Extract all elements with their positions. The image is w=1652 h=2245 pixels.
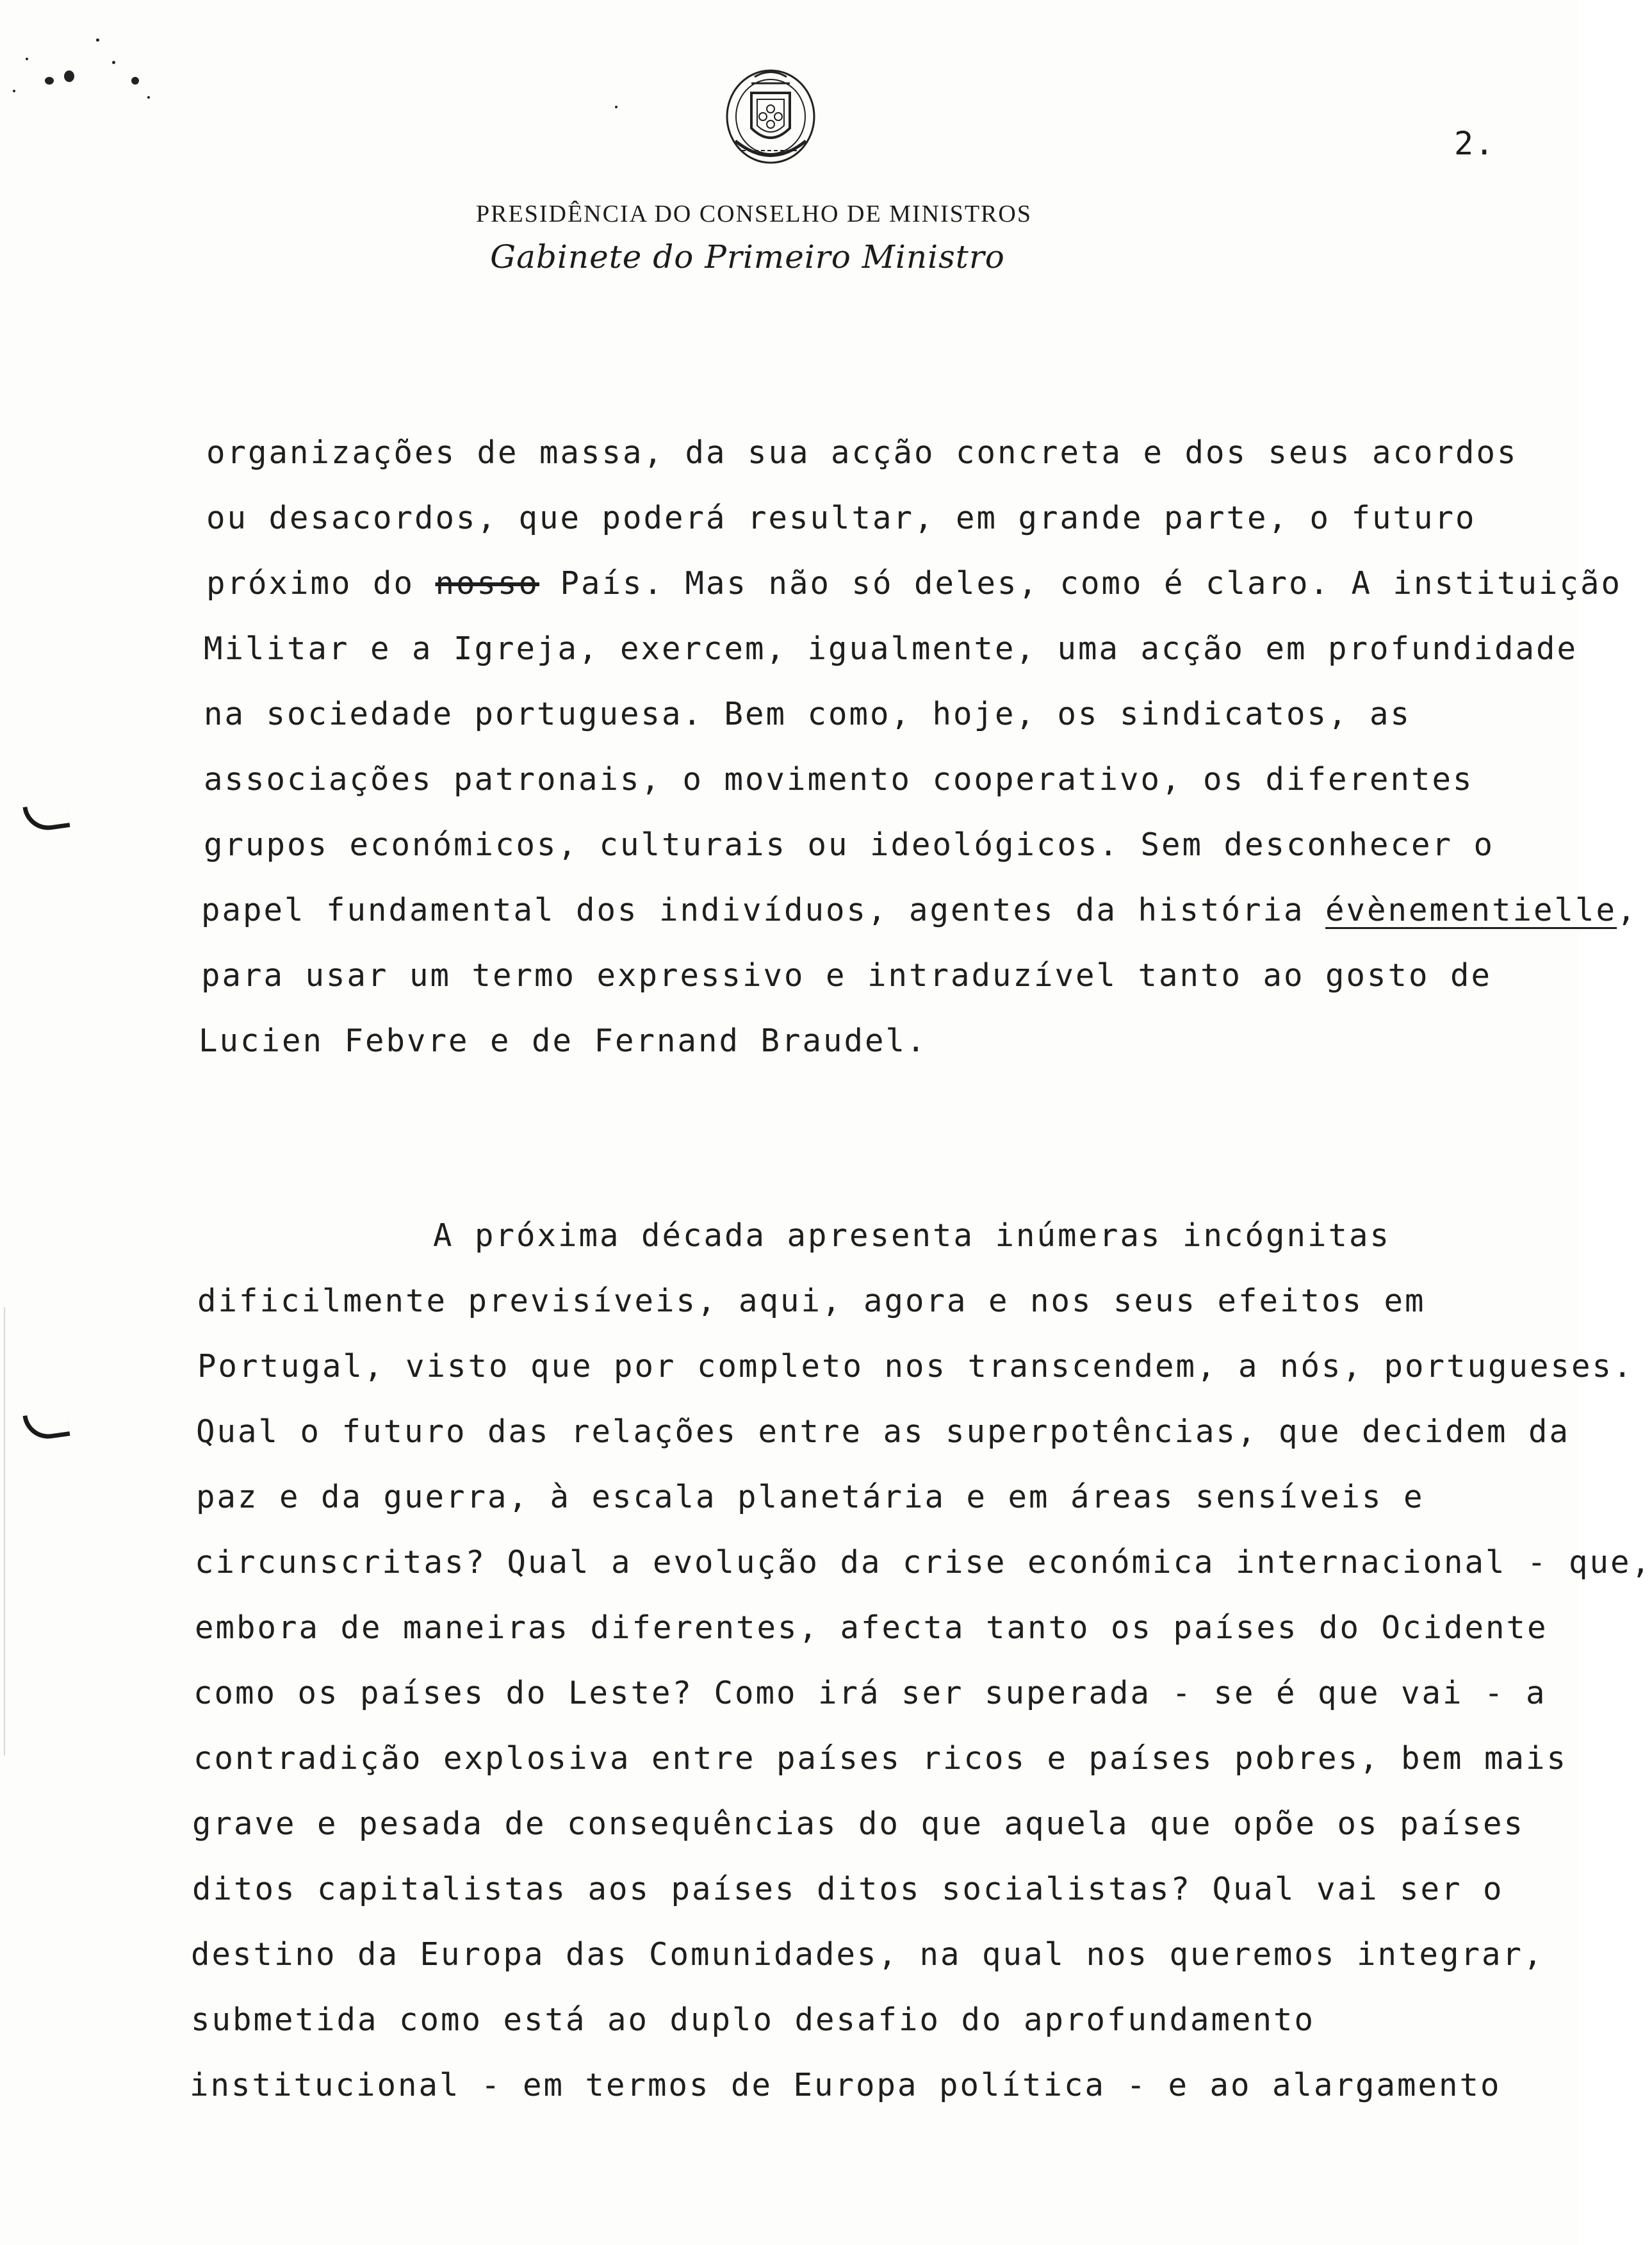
- text-line: A próxima década apresenta inúmeras incógnitas: [433, 1217, 1391, 1254]
- text-line: Lucien Febvre e de Fernand Braudel.: [199, 1023, 928, 1059]
- text-line: ditos capitalistas aos países ditos socialistas? Qual vai ser o: [192, 1871, 1504, 1907]
- scan-speck: [13, 90, 15, 92]
- scan-speck: [64, 70, 74, 82]
- organization-name: PRESIDÊNCIA DO CONSELHO DE MINISTROS: [476, 201, 1032, 227]
- text-line: organizações de massa, da sua acção concreta e dos seus acordos: [206, 434, 1518, 471]
- text-line: embora de maneiras diferentes, afecta tanto os países do Ocidente: [195, 1609, 1548, 1646]
- text-line: grave e pesada de consequências do que aquela que opõe os países: [192, 1805, 1525, 1842]
- text-line: Portugal, visto que por completo nos transcendem, a nós, portugueses.: [197, 1348, 1634, 1385]
- text-line: destino da Europa das Comunidades, na qual nos queremos integrar,: [191, 1936, 1544, 1973]
- scan-speck: [26, 58, 28, 60]
- text-segment: próximo do: [206, 565, 436, 602]
- text-line: [206, 565, 1622, 602]
- text-line: para usar um termo expressivo e intraduzível tanto ao gosto de: [201, 957, 1493, 994]
- text-segment: País. Mas não só deles, como é claro. A instituição: [539, 565, 1623, 602]
- scan-speck: [615, 106, 617, 108]
- text-line: Qual o futuro das relações entre as superpotências, que decidem da: [196, 1413, 1571, 1450]
- scan-speck: [112, 61, 115, 64]
- text-line: contradição explosiva entre países ricos e países pobres, bem mais: [193, 1740, 1568, 1777]
- text-line: circunscritas? Qual a evolução da crise económica internacional - que,: [195, 1544, 1652, 1581]
- scan-speck: [147, 96, 150, 99]
- text-line: Militar e a Igreja, exercem, igualmente, uma acção em profundidade: [204, 630, 1578, 667]
- text-line: grupos económicos, culturais ou ideológicos. Sem desconhecer o: [204, 826, 1495, 863]
- text-line: associações patronais, o movimento cooperativo, os diferentes: [204, 761, 1474, 798]
- scan-speck: [131, 77, 139, 85]
- text-line: paz e da guerra, à escala planetária e em áreas sensíveis e: [196, 1479, 1425, 1515]
- scan-speck: [45, 77, 54, 85]
- scan-edge: [4, 1307, 5, 1756]
- coat-of-arms-icon: [716, 64, 825, 176]
- text-line: submetida como está ao duplo desafio do aprofundamento: [191, 2002, 1316, 2038]
- struck-word: nosso: [435, 565, 540, 602]
- margin-mark: [22, 1410, 70, 1442]
- text-line: [201, 892, 1638, 928]
- text-line: como os países do Leste? Como irá ser superada - se é que vai - a: [193, 1675, 1547, 1711]
- text-line: institucional - em termos de Europa política - e ao alargamento: [190, 2067, 1501, 2103]
- text-line: ou desacordos, que poderá resultar, em grande parte, o futuro: [206, 500, 1476, 536]
- page-number: 2.: [1454, 125, 1496, 162]
- margin-mark: [22, 801, 70, 833]
- underlined-word: évènementielle: [1325, 892, 1617, 928]
- office-name: Gabinete do Primeiro Ministro: [490, 238, 1005, 275]
- text-line: dificilmente previsíveis, aqui, agora e nos seus efeitos em: [197, 1283, 1426, 1319]
- text-line: na sociedade portuguesa. Bem como, hoje, os sindicatos, as: [204, 696, 1412, 732]
- text-segment: papel fundamental dos indivíduos, agentes da história: [201, 892, 1326, 928]
- scan-speck: [96, 38, 99, 42]
- text-segment: ,: [1617, 892, 1638, 928]
